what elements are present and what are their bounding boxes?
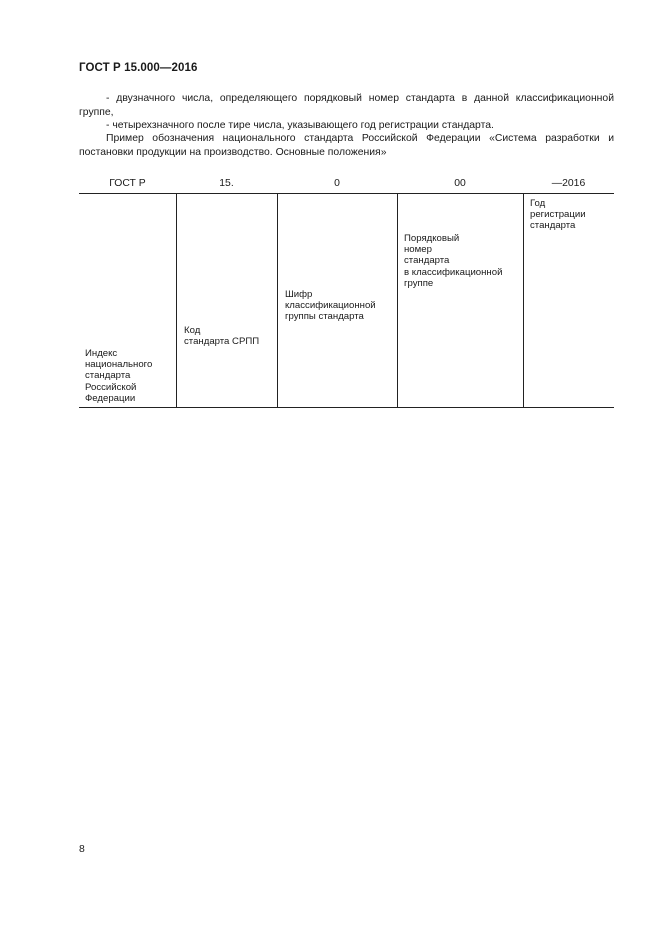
description-line: Федерации — [85, 392, 136, 404]
scheme-divider — [397, 194, 398, 407]
code-sequence-number: 00 — [454, 178, 466, 189]
description-line: Порядковый — [404, 233, 460, 244]
description-line: группы стандарта — [285, 311, 364, 323]
description-registration-year — [530, 198, 610, 232]
code-registration-year: —2016 — [551, 178, 586, 189]
scheme-divider — [523, 194, 524, 407]
description-line: стандарта СРПП — [184, 336, 260, 348]
page-number: 8 — [79, 844, 85, 855]
description-line: стандарта — [85, 370, 131, 382]
description-line: регистрации — [530, 209, 586, 221]
description-line: в классификационной — [404, 266, 503, 278]
description-line: стандарта — [530, 220, 576, 232]
code-classification-group: 0 — [334, 178, 340, 189]
paragraph-example: Пример обозначения национального стандарта Российской Федерации «Система разработки и постановки продукции на производство. Основные положения» — [79, 133, 614, 158]
description-line: Год — [530, 198, 546, 209]
description-line: национального — [85, 359, 153, 371]
document-header: ГОСТ Р 15.000—2016 — [79, 62, 198, 74]
code-gost-r: ГОСТ Р — [109, 178, 146, 189]
description-line: классификационной — [285, 300, 376, 312]
description-line: стандарта — [404, 255, 450, 267]
description-line: Индекс — [85, 348, 118, 359]
description-srpp-code — [184, 325, 274, 347]
description-line: группе — [404, 277, 434, 289]
scheme-divider — [176, 194, 177, 407]
paragraph-four-digit-year: - четырехзначного после тире числа, указывающего год регистрации стандарта. — [106, 120, 494, 131]
designation-code-row — [79, 178, 614, 192]
paragraph-two-digit-number: - двузначного числа, определяющего порядковый номер стандарта в данной классификационной группе, — [79, 93, 614, 118]
description-classification-group — [285, 289, 395, 323]
description-line: Шифр — [285, 289, 313, 300]
description-sequence-number — [404, 233, 519, 289]
description-line: Российской — [85, 381, 137, 393]
designation-scheme-table — [79, 193, 614, 408]
description-line: Код — [184, 325, 201, 336]
description-line: номер — [404, 244, 432, 256]
description-national-index — [85, 348, 173, 404]
code-srpp: 15. — [219, 178, 234, 189]
scheme-divider — [277, 194, 278, 407]
